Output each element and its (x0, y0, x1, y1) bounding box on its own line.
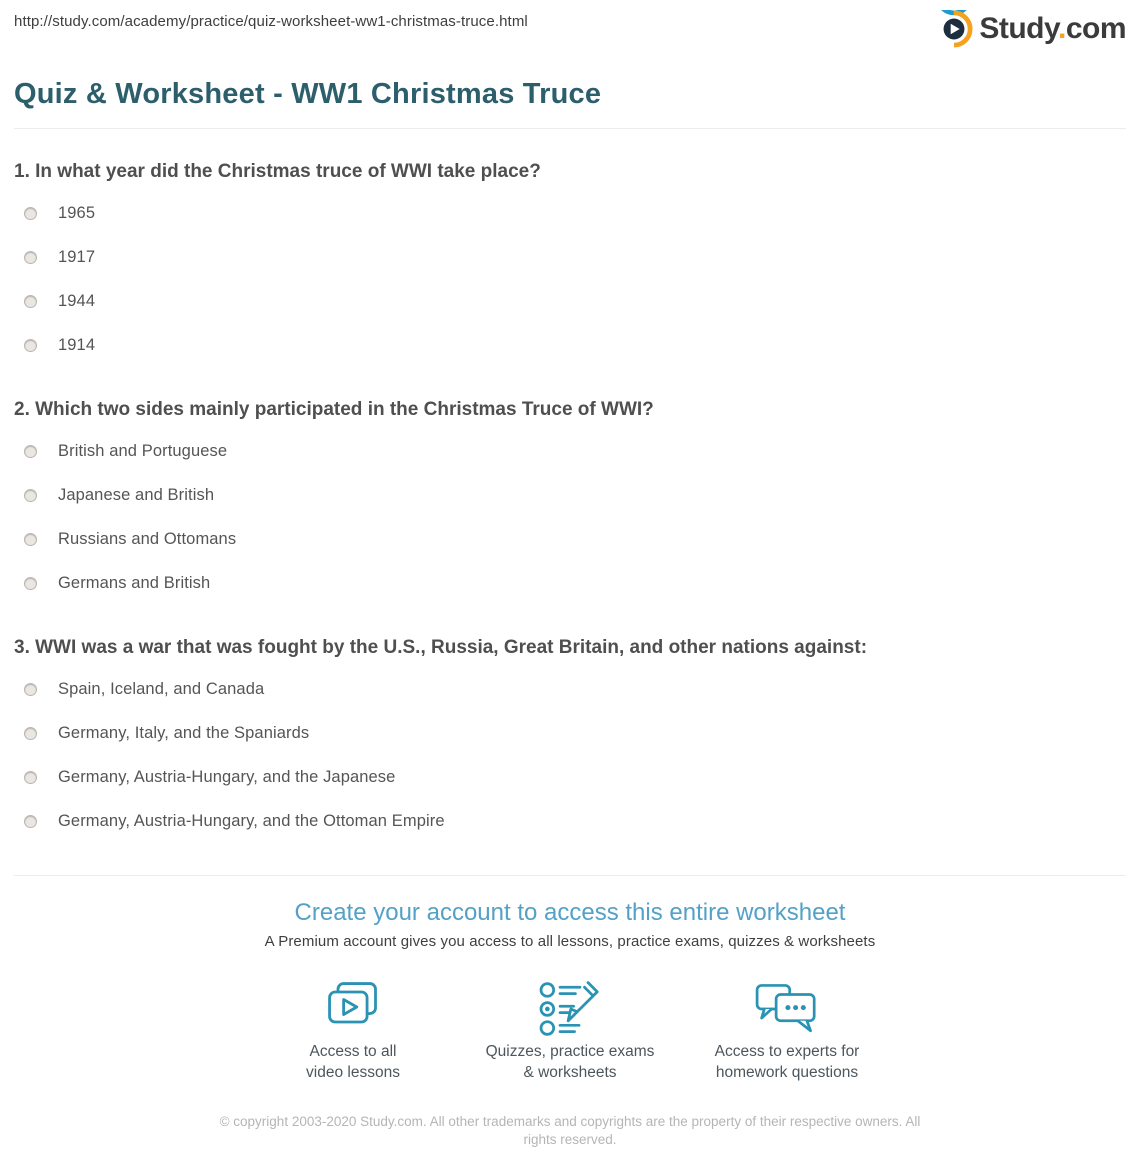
question-1-option-3[interactable] (14, 279, 1126, 323)
question-3-text: 3. WWI was a war that was fought by the U.S., Russia, Great Britain, and other nations against: (14, 637, 868, 658)
cta-section (14, 875, 1126, 1083)
question-1-option-1[interactable] (14, 191, 1126, 235)
feature-quizzes-worksheets (462, 980, 679, 1083)
studycom-logo-icon (935, 10, 973, 48)
option-label[interactable]: British and Portuguese (58, 441, 228, 460)
option-label[interactable]: Russians and Ottomans (58, 529, 237, 548)
copyright-notice: © copyright 2003-2020 Study.com. All other trademarks and copyrights are the property of their respective owners. All rights reserved. (219, 1114, 921, 1147)
feature-label: Access to experts for homework questions (714, 1043, 860, 1081)
radio-button[interactable] (24, 251, 37, 264)
radio-button[interactable] (24, 207, 37, 220)
cta-subheading: A Premium account gives you access to all lessons, practice exams, quizzes & worksheets (264, 933, 876, 950)
question-3-option-3[interactable] (14, 755, 1126, 799)
studycom-logo[interactable] (935, 10, 1126, 48)
option-label[interactable]: 1944 (58, 291, 96, 310)
cta-heading: Create your account to access this entire worksheet (294, 899, 846, 926)
option-label[interactable]: 1917 (58, 247, 96, 266)
radio-button[interactable] (24, 727, 37, 740)
radio-button[interactable] (24, 577, 37, 590)
page-url: http://study.com/academy/practice/quiz-worksheet-ww1-christmas-truce.html (14, 13, 528, 30)
radio-button[interactable] (24, 295, 37, 308)
feature-expert-chat (679, 980, 896, 1083)
question-2-text: 2. Which two sides mainly participated in the Christmas Truce of WWI? (14, 399, 654, 420)
option-label[interactable]: 1965 (58, 203, 96, 222)
question-2-option-4[interactable] (14, 561, 1126, 605)
logo-dot: . (1057, 12, 1066, 45)
feature-label: Access to all video lessons (306, 1043, 400, 1081)
title-divider (14, 128, 1126, 129)
question-3-option-1[interactable] (14, 667, 1126, 711)
option-label[interactable]: Spain, Iceland, and Canada (58, 679, 265, 698)
radio-button[interactable] (24, 489, 37, 502)
question-3 (14, 637, 1126, 843)
question-1-option-4[interactable] (14, 323, 1126, 367)
feature-label: Quizzes, practice exams & worksheets (485, 1043, 655, 1081)
feature-video-lessons (245, 980, 462, 1083)
radio-button[interactable] (24, 445, 37, 458)
question-2-option-3[interactable] (14, 517, 1126, 561)
option-label[interactable]: Germany, Austria-Hungary, and the Ottoman Empire (58, 811, 445, 830)
option-label[interactable]: Germany, Austria-Hungary, and the Japanese (58, 767, 396, 786)
option-label[interactable]: Germany, Italy, and the Spaniards (58, 723, 310, 742)
chat-experts-icon (679, 980, 896, 1036)
video-lessons-icon (245, 980, 462, 1036)
question-2 (14, 399, 1126, 605)
question-1-text: 1. In what year did the Christmas truce of WWI take place? (14, 161, 541, 182)
option-label[interactable]: Germans and British (58, 573, 211, 592)
feature-list (14, 980, 1126, 1083)
radio-button[interactable] (24, 815, 37, 828)
question-1-option-2[interactable] (14, 235, 1126, 279)
radio-button[interactable] (24, 339, 37, 352)
radio-button[interactable] (24, 683, 37, 696)
question-1 (14, 161, 1126, 367)
page-title: Quiz & Worksheet - WW1 Christmas Truce (14, 78, 602, 110)
question-3-option-4[interactable] (14, 799, 1126, 843)
question-3-option-2[interactable] (14, 711, 1126, 755)
question-2-option-1[interactable] (14, 429, 1126, 473)
page-header (0, 0, 1140, 48)
radio-button[interactable] (24, 771, 37, 784)
radio-button[interactable] (24, 533, 37, 546)
option-label[interactable]: Japanese and British (58, 485, 215, 504)
option-label[interactable]: 1914 (58, 335, 96, 354)
quizzes-worksheets-icon (462, 980, 679, 1036)
studycom-logo-text: Study.com (979, 12, 1126, 45)
question-2-option-2[interactable] (14, 473, 1126, 517)
